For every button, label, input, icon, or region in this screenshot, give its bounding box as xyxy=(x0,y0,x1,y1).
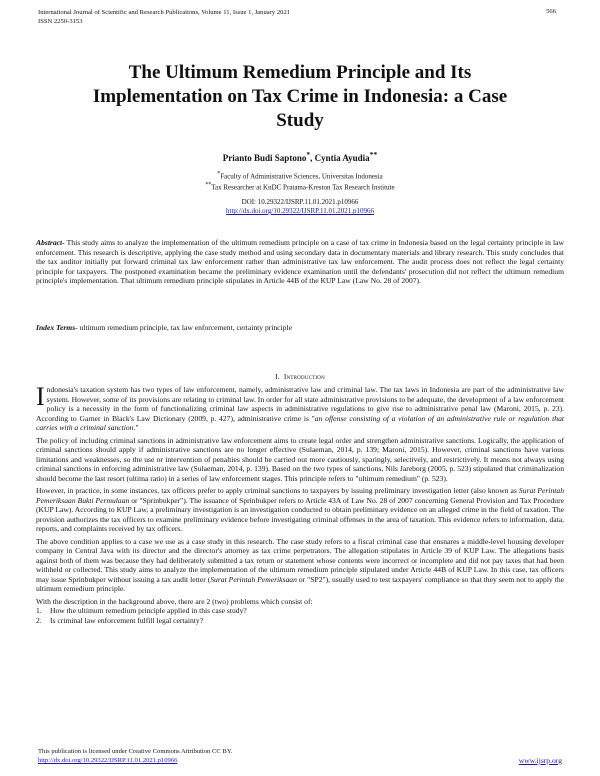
paragraph-3-end: or "Sprinbukper"). The issuance of Sprinbukper refers to Article 43A of Law No. 28 of 2007 concerning General Provision and Tax Procedure (KUP Law). According to KUP Law, a preliminary investigation is an investigation conducted to obtain preliminary evidence on an alleged crime in the field of taxation. The provision authorizes the tax officers to examine preliminary evidence before investigating criminal offenses in the area of taxation. This evidence refers to information, data, reports, and complaints received by tax officers. xyxy=(36,495,565,533)
drop-cap: I xyxy=(36,382,45,411)
paragraph-1-quote: an offense consisting of a violation of an administrative rule or regulation that carries with a criminal sanction xyxy=(36,413,564,432)
section-heading xyxy=(36,372,564,381)
paragraph-4 xyxy=(36,537,564,594)
affiliation-1-mark: * xyxy=(217,171,221,177)
list-item-text: How the ultimum remedium principle applied in this case study? xyxy=(50,606,247,615)
affiliation-1 xyxy=(40,170,560,181)
list-item-number: 1. xyxy=(36,606,42,615)
doi-block xyxy=(40,198,560,216)
paper-title xyxy=(40,61,560,133)
section-numeral: I. xyxy=(275,372,280,381)
affiliation-2-mark: ** xyxy=(205,182,212,189)
paragraph-1-end: ." xyxy=(133,423,139,432)
running-header xyxy=(38,8,290,26)
paragraph-5: With the description in the background above, there are 2 (two) problems which consist of: xyxy=(36,596,313,606)
abstract-label: Abstract- xyxy=(36,238,65,247)
affiliation-2-text: Tax Researcher at KnDC Pratama-Kreston Tax Research Institute xyxy=(211,183,395,192)
list-item xyxy=(36,606,564,616)
list-item-text: Is criminal law enforcement fulfill legal certainty? xyxy=(50,615,204,625)
journal-site-link[interactable]: www.ijsrp.org xyxy=(518,756,562,765)
author-list xyxy=(40,150,560,163)
body-text xyxy=(36,382,565,625)
paragraph-3-italic: Surat Perintah Pemeriksaan Bukti Permulaan xyxy=(36,486,564,505)
section-title: Introduction xyxy=(283,372,325,381)
index-terms-text: - ultimum remedium principle, tax law enforcement, certainty principle xyxy=(75,323,292,332)
list-item-number: 2. xyxy=(36,615,42,625)
index-terms xyxy=(36,323,564,332)
paragraph-3-text: However, in practice, in some instances, tax officers prefer to apply criminal sanctions to taxpayers by issuing preliminary investigation letter (also known as xyxy=(36,486,519,495)
page-footer xyxy=(38,747,562,765)
paragraph-4-text: The above condition applies to a case we use as a case study in this research. The case study refers to a fiscal criminal case that ensnares a middle-level housing developer company in Central Java with its director and the director's attorney as tax crime perpetrators. The allegation stipulates in Article 39 of KUP Law. The allegations basis against both of them was because they had deliberately submitted a tax return or statement whose contents were incorrect or incomplete and did not pay taxes that had been withheld or collected. This study aims to analyze the implementation of the ultimum remedium principle stipulated under Article 44B of KUP Law. In this case, tax officers may issue Sprinbukper without issuing a tax audit letter ( xyxy=(36,536,564,584)
paragraph-1-text: ndonesia's taxation system has two types of law enforcement, namely, administrative law and criminal law. The tax laws in Indonesia are part of the administrative law system. However, some of its provisions are relating to criminal law. In order for all state administrative provisions to be adequate, the development of a law enforcement policy is a necessity in the form of functionalizing criminal law aspects in administrative regulations to give rise to administrative penal law (Maroni, 2015, p. 23). According to Garner in Black's Law Dictionary (2009, p. 427), administrative crime is " xyxy=(36,385,564,423)
paragraph-3 xyxy=(36,486,564,534)
issn: ISSN 2250-3153 xyxy=(38,18,83,25)
title-line-3: Study xyxy=(276,110,324,131)
author-1-mark: * xyxy=(306,150,311,159)
abstract xyxy=(36,238,564,286)
license-note: This publication is licensed under Creative Commons Attribution CC BY. xyxy=(38,748,233,755)
journal-name: International Journal of Scientific and Research Publications, Volume 11, Issue 1, January 2021 xyxy=(38,9,291,16)
paragraph-4-italic: Surat Perintah Pemeriksaan xyxy=(210,574,297,584)
title-line-1: The Ultimum Remedium Principle and Its xyxy=(128,62,472,83)
title-line-2: Implementation on Tax Crime in Indonesia: a Case xyxy=(92,86,508,107)
affiliations xyxy=(40,170,560,193)
author-2-mark: ** xyxy=(369,150,378,159)
list-item xyxy=(36,616,564,626)
index-terms-label: Index Terms xyxy=(36,323,76,332)
paragraph-2: The policy of including criminal sanctions in administrative law enforcement aims to create legal order and strengthen administrative sanctions. Logically, the application of criminal sanctions should apply if administrative sanctions are no longer effective (Sulaeman, 2014, p. 139; Maroni, 2015). However, criminal sanctions have various limitations and weaknesses, so the use or intervention of penalties should be carried out more cautiously, sparingly, selectively, and restrictively. It means not always using criminal sanctions in enforcing administrative law (Sulaeman, 2014, p. 139). Based on the two types of sanctions, Nils Jareborg (2005, p. 523) stipulated that criminalization should become the last resort (ultima ratio) in a series of law enforcement stages. This principle refers to "ultimum remedium" (p. 523). xyxy=(36,435,564,483)
author-separator: , xyxy=(310,153,315,163)
page-number: 566 xyxy=(546,8,556,15)
affiliation-1-text: Faculty of Administrative Sciences, Universitas Indonesia xyxy=(220,172,383,181)
paragraph-4-end: or "SP2"), usually used to test taxpayers' compliance so that they seem not to apply the ultimum remedium principle. xyxy=(36,574,564,593)
paragraph-1 xyxy=(36,382,564,433)
abstract-text: This study aims to analyze the implementation of the ultimum remedium principle on a case of tax crime in Indonesia based on the legal certainty principle in law enforcement. This research is descriptive, applying the case study method and using secondary data in documentary materials and library research. This study concludes that the tax auditor initially put forward criminal tax law enforcement rather than administrative tax law enforcement. The audit process does not reflect the legal certainty principle for taxpayers. The postponed examination became the preliminary evidence examination until the defendants' prosecution did not reflect the ultimum remedium principle's implementation. That ultimum remedium principle stipulates in Article 44B of the KUP Law (Law No. 28 of 2007). xyxy=(36,238,564,286)
author-2: Cyntia Ayudia xyxy=(314,153,370,163)
footer-doi-link[interactable]: http://dx.doi.org/10.29322/IJSRP.11.01.2021.p10966 xyxy=(38,757,178,764)
doi-line: DOI: 10.29322/IJSRP.11.01.2021.p10966 xyxy=(241,198,359,206)
affiliation-2 xyxy=(40,181,560,192)
doi-link[interactable]: http://dx.doi.org/10.29322/IJSRP.11.01.2021.p10966 xyxy=(226,207,374,215)
author-1: Prianto Budi Saptono xyxy=(222,153,307,163)
problem-list xyxy=(36,606,564,625)
